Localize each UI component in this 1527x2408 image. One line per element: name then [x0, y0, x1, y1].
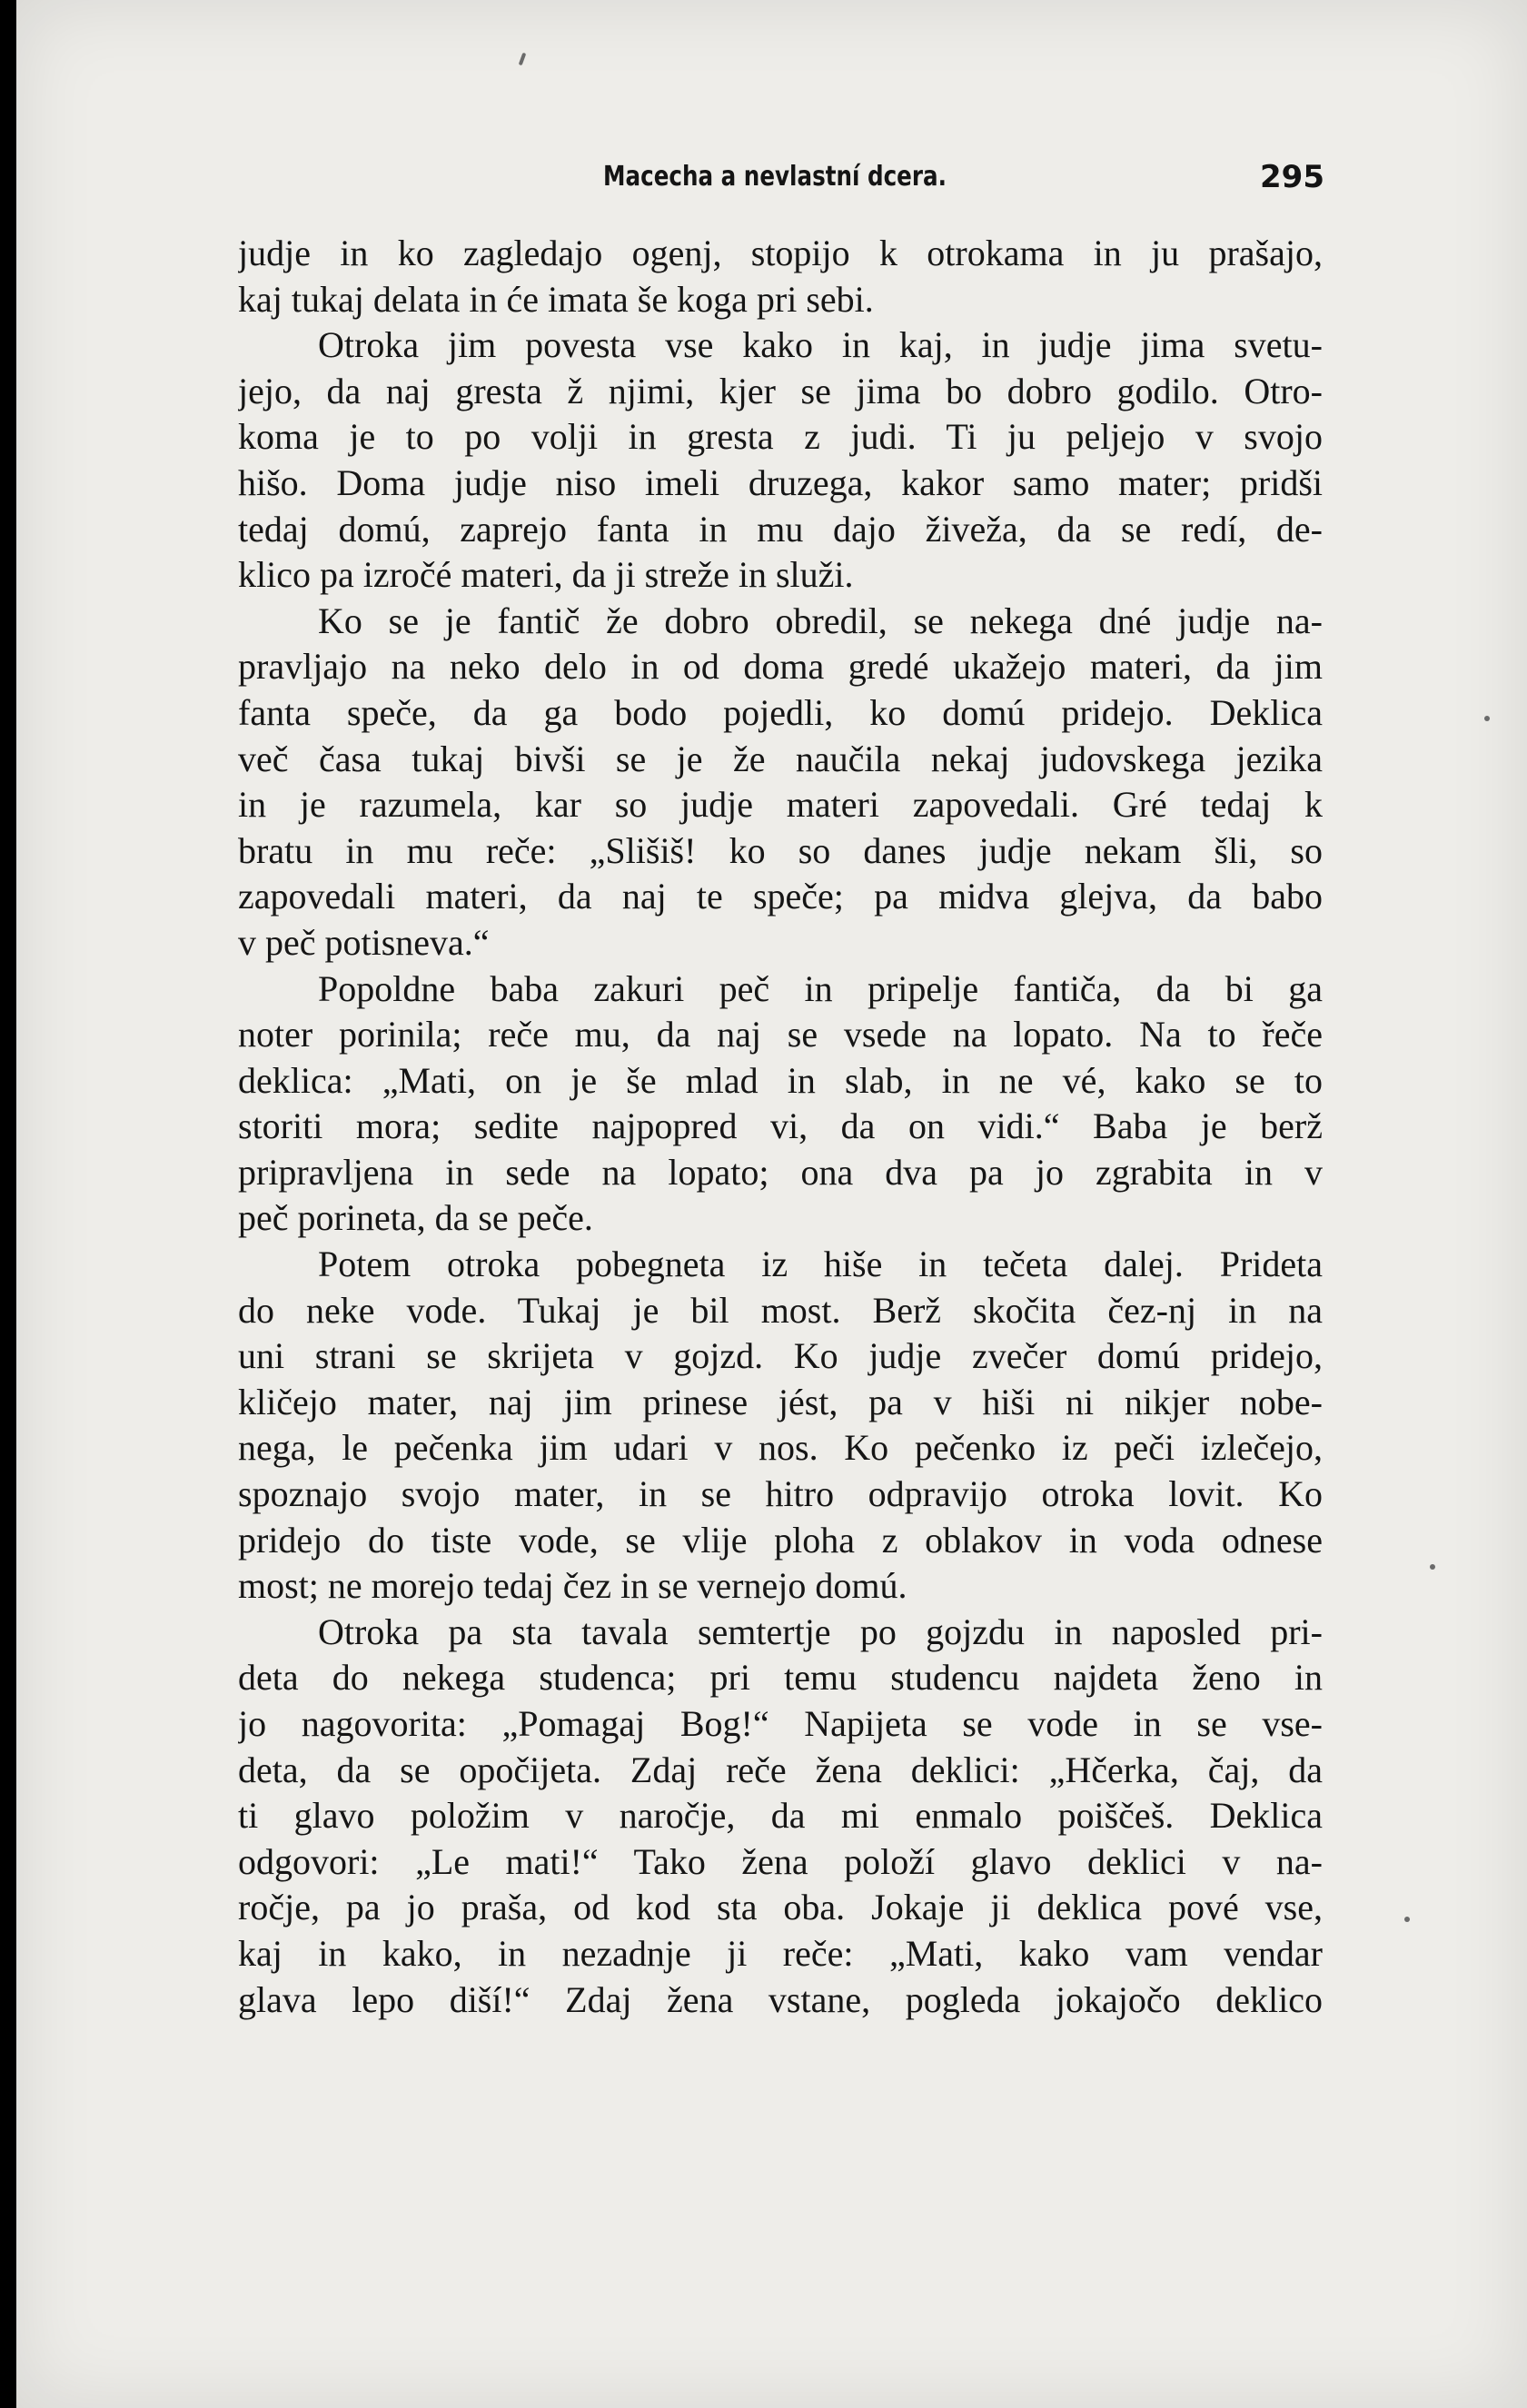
text-line: judje in ko zagledajo ogenj, stopijo k otrokama in ju prašajo, [238, 233, 1323, 273]
page-number: 295 [1260, 159, 1324, 195]
text-line: deklica: „Mati, on je še mlad in slab, in ne vé, kako se to [238, 1059, 1323, 1101]
text-line: Otroka jim povesta vse kako in kaj, in judje jima svetu- [318, 324, 1323, 366]
text-line: pridejo do tiste vode, se vlije ploha z oblakov in voda odnese [238, 1519, 1323, 1561]
text-line: ročje, pa jo praša, od kod sta oba. Jokaje ji deklica pové vse, [238, 1887, 1323, 1928]
text-line: spoznajo svojo mater, in se hitro odpravijo otroka lovit. Ko [238, 1473, 1323, 1515]
text-line: tedaj domú, zaprejo fanta in mu dajo živeža, da se redí, de- [238, 508, 1323, 550]
paper-speck [1404, 1917, 1410, 1922]
text-line: kaj in kako, in nezadnje ji reče: „Mati, kako vam vendar [238, 1932, 1323, 1974]
text-line: pravljajo na neko delo in od doma gredé ukažejo materi, da jim [238, 646, 1323, 688]
text-line: klico pa izročé materi, da ji streže in služi. [238, 554, 854, 596]
text-line: fanta speče, da ga bodo pojedli, ko domú pridejo. Deklica [238, 691, 1323, 733]
text-line: deta, da se opočijeta. Zdaj reče žena deklici: „Hčerka, čaj, da [238, 1749, 1323, 1790]
text-line: kličejo mater, naj jim prinese jést, pa v hiši ni nikjer nobe- [238, 1381, 1323, 1422]
paper-speck [1430, 1564, 1435, 1570]
text-line: pripravljena in sede na lopato; ona dva pa jo zgrabita in v [238, 1151, 1323, 1193]
text-line: Otroka pa sta tavala semtertje po gojzdu in naposled pri- [318, 1610, 1323, 1652]
text-line: Potem otroka pobegneta iz hiše in tečeta dalej. Prideta [318, 1244, 1323, 1285]
text-line: deta do nekega studenca; pri temu studencu najdeta ženo in [238, 1657, 1323, 1699]
text-line: nega, le pečenka jim udari v nos. Ko pečenko iz peči izlečejo, [238, 1427, 1323, 1469]
text-line: most; ne morejo tedaj čez in se vernejo domú. [238, 1565, 907, 1607]
text-line: bratu in mu reče: „Slišiš! ko so danes judje nekam šli, so [238, 829, 1323, 871]
text-line: peč porineta, da se peče. [238, 1197, 593, 1239]
text-line: in je razumela, kar so judje materi zapovedali. Gré tedaj k [238, 784, 1323, 826]
text-line: več časa tukaj bivši se je že naučila nekaj judovskega jezika [238, 738, 1323, 779]
body-text [238, 231, 1323, 2023]
paper-speck [519, 53, 527, 66]
book-page [16, 0, 1527, 2408]
text-line: hišo. Doma judje niso imeli druzega, kakor samo mater; pridši [238, 461, 1323, 503]
text-line: koma je to po volji in gresta z judi. Ti ju peljejo v svojo [238, 416, 1323, 458]
text-line: jejo, da naj gresta ž njimi, kjer se jima bo dobro godilo. Otro- [238, 370, 1323, 411]
text-line: noter porinila; reče mu, da naj se vsede na lopato. Na to řeče [238, 1014, 1323, 1055]
paper-speck [1484, 716, 1490, 721]
text-line: zapovedali materi, da naj te speče; pa midva glejva, da babo [238, 876, 1323, 917]
text-line: ti glavo položim v naročje, da mi enmalo poiščeš. Deklica [238, 1795, 1323, 1837]
text-line: storiti mora; sedite najpopred vi, da on vidi.“ Baba je berž [238, 1105, 1323, 1147]
text-line: v peč potisneva.“ [238, 921, 490, 963]
text-line: glava lepo diší!“ Zdaj žena vstane, pogleda jokajočo deklico [238, 1978, 1323, 2020]
text-line: do neke vode. Tukaj je bil most. Berž skočita čez-nj in na [238, 1289, 1323, 1331]
text-line: jo nagovorita: „Pomagaj Bog!“ Napijeta se vode in se vse- [238, 1703, 1323, 1744]
page-header [225, 150, 1324, 204]
text-line: kaj tukaj delata in će imata še koga pri sebi. [238, 278, 874, 320]
text-line: odgovori: „Le mati!“ Tako žena položí glavo deklici v na- [238, 1840, 1323, 1882]
text-line: uni strani se skrijeta v gojzd. Ko judje zvečer domú pridejo, [238, 1335, 1323, 1377]
text-line: Popoldne baba zakuri peč in pripelje fantiča, da bi ga [318, 967, 1323, 1009]
text-line: Ko se je fantič že dobro obredil, se nekega dné judje na- [318, 600, 1323, 641]
running-title: Macecha a nevlastní dcera. [603, 161, 947, 193]
